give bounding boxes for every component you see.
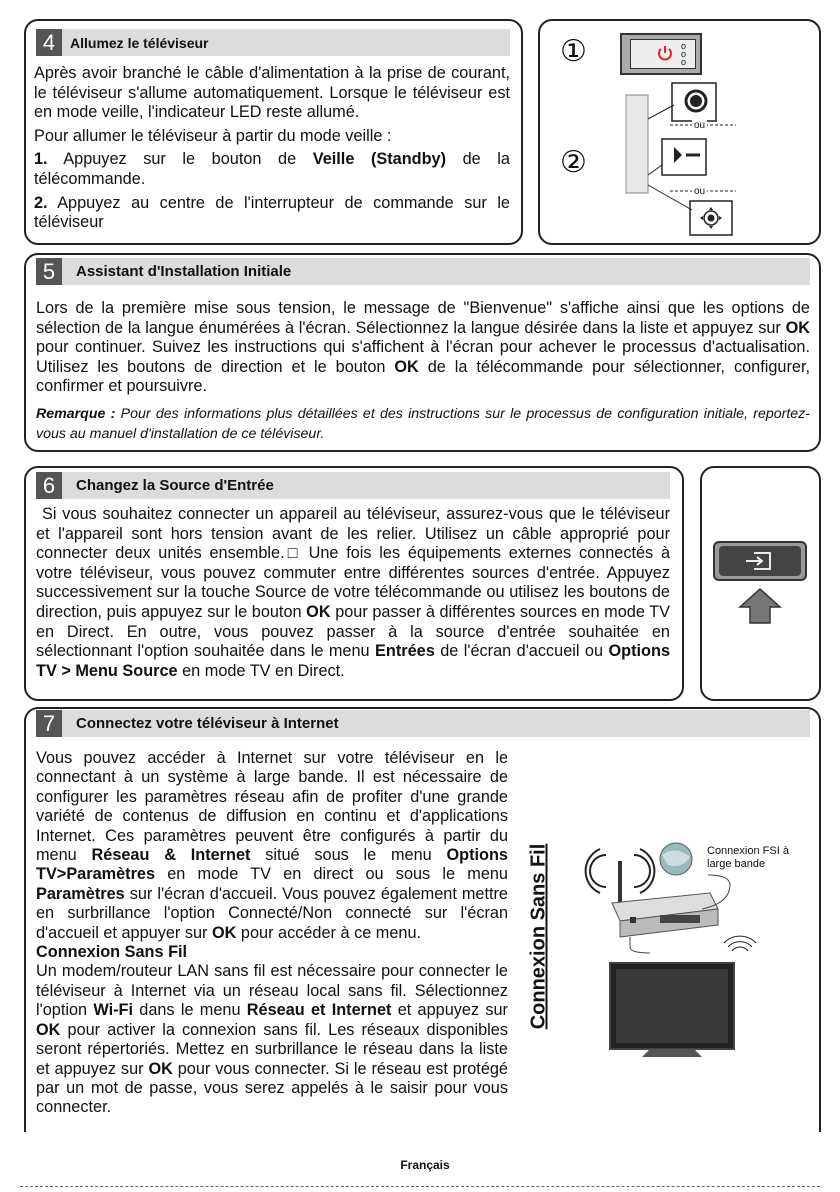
section-5-text bbox=[36, 299, 810, 444]
section-4-text bbox=[34, 64, 510, 233]
text: pour passer à différentes sources en mode TV en Direct. En outre, vous pouvez passer à la source d'entrée souhaitée en sélectionnant l'option souhaitée dans le menu bbox=[36, 602, 670, 661]
up-arrow-icon bbox=[738, 588, 782, 624]
vertical-label: Connexion Sans Fil bbox=[527, 843, 550, 1030]
led-dots-icon: o o o bbox=[681, 41, 687, 67]
paragraph bbox=[36, 299, 810, 397]
text: de la télécommande pour sélectionner, configurer, confirmer et poursuivre. bbox=[36, 357, 810, 396]
section-7-header bbox=[36, 710, 810, 737]
list-item bbox=[34, 150, 510, 189]
note-label: Remarque : bbox=[36, 405, 116, 422]
section-title: Assistant d'Installation Initiale bbox=[76, 263, 292, 280]
network-illustration bbox=[590, 835, 770, 1085]
subheading: Connexion Sans Fil bbox=[36, 943, 188, 962]
bold-text: OK bbox=[785, 318, 810, 337]
bold-text: OK bbox=[394, 357, 419, 376]
text: de la télécommande. bbox=[34, 150, 510, 188]
paragraph bbox=[36, 749, 508, 943]
text: pour continuer. Suivez les instructions qui s'affichent à l'écran pour achever le processus d'actualisation. Utilisez les boutons de direction et le bouton bbox=[36, 338, 810, 376]
bold-text: Entrées bbox=[375, 642, 435, 661]
text: pour accéder à ce menu. bbox=[236, 923, 422, 942]
section-number: 4 bbox=[36, 29, 62, 56]
isp-label: Connexion FSI à large bande bbox=[707, 845, 789, 870]
text: de l'écran d'accueil ou bbox=[434, 642, 609, 661]
section-number: 7 bbox=[36, 710, 62, 737]
section-title: Changez la Source d'Entrée bbox=[76, 477, 274, 494]
item-number: 1. bbox=[34, 150, 48, 169]
text: Appuyez au centre de l'interrupteur de commande sur le téléviseur bbox=[34, 193, 510, 232]
text: Si vous souhaitez connecter un appareil au téléviseur, assurez-vous que le téléviseur et l'appareil sont hors tension avant de les relier. Utilisez un câble approprié pour connecter deux unités ensemble.□ Une fois les équipements externes connectés à votre téléviseur, vous pouvez commuter entre différentes sources d'entrée. Appuyez successivement sur la touche Source de votre télécommande ou utilisez les boutons de direction, puis appuyez sur le bouton bbox=[36, 505, 670, 621]
bold-text: Wi-Fi bbox=[93, 1001, 133, 1020]
section-5-header bbox=[36, 258, 810, 285]
bold-text: Paramètres bbox=[36, 884, 125, 903]
or-label-1: ou bbox=[694, 120, 706, 131]
note-text: Pour des informations plus détaillées et des instructions sur le processus de configuration initiale, reportez-vous au manuel d'installation de ce téléviseur. bbox=[36, 405, 810, 442]
circle-number-1: ① bbox=[560, 34, 587, 69]
bold-text: Veille (Standby) bbox=[312, 150, 447, 169]
section-6-header bbox=[36, 472, 670, 499]
text: dans le menu bbox=[133, 1001, 247, 1020]
section-title: Connectez votre téléviseur à Internet bbox=[76, 715, 339, 732]
tv-side-illustration bbox=[620, 95, 740, 235]
bold-text: OK bbox=[36, 1020, 61, 1039]
text: en mode TV en Direct. bbox=[177, 661, 345, 680]
text: Appuyez sur le bouton de bbox=[47, 150, 313, 169]
item-number: 2. bbox=[34, 193, 48, 212]
text: pour vous connecter. Si le réseau est protégé par un mot de passe, vous serez appelés à le saisir pour vous connecter. bbox=[36, 1059, 508, 1117]
or-label-2: ou bbox=[694, 186, 706, 197]
text: et appuyez sur bbox=[391, 1001, 508, 1020]
section-7-text bbox=[36, 749, 508, 1118]
note bbox=[36, 404, 810, 444]
bold-text: Réseau & Internet bbox=[91, 846, 251, 865]
text: pour activer la connexion sans fil. Les réseaux disponibles seront répertoriés. Mettez en surbrillance le réseau dans la liste et appuyez sur bbox=[36, 1020, 508, 1078]
paragraph: Pour allumer le téléviseur à partir du mode veille : bbox=[34, 126, 392, 145]
bold-text: Options TV>Paramètres bbox=[36, 846, 508, 884]
section-number: 5 bbox=[36, 258, 62, 285]
bold-text: Réseau et Internet bbox=[246, 1001, 392, 1020]
bold-text: OK bbox=[306, 602, 331, 621]
paragraph: Après avoir branché le câble d'alimentation à la prise de courant, le téléviseur s'allume automatiquement. Lorsque le téléviseur est en mode veille, l'indicateur LED reste allumé. bbox=[34, 64, 510, 122]
section-6-text bbox=[36, 505, 670, 681]
source-icon bbox=[744, 552, 776, 570]
text: en mode TV en direct ou sous le menu bbox=[155, 865, 508, 884]
section-6-figure-box bbox=[700, 466, 821, 701]
list-item bbox=[34, 194, 510, 233]
paragraph bbox=[36, 962, 508, 1117]
section-number: 6 bbox=[36, 472, 62, 499]
section-4-header bbox=[36, 29, 510, 56]
text: Vous pouvez accéder à Internet sur votre téléviseur en le connectant à un système à large bande. Il est nécessaire de configurer les paramètres réseau afin de profiter d'une grande variété de contenus de diffusion en continu et d'applications Internet. Ces paramètres peuvent être configurés à partir du menu bbox=[36, 749, 508, 865]
circle-number-2: ② bbox=[560, 145, 587, 180]
bold-text: Options TV > Menu Source bbox=[36, 642, 670, 680]
bold-text: OK bbox=[148, 1059, 173, 1078]
text: sur l'écran d'accueil. Vous pouvez également mettre en surbrillance l'option Connecté/Non connecté sur l'écran d'accueil et appuyer sur bbox=[36, 884, 508, 942]
text: situé sous le menu bbox=[250, 846, 447, 865]
text: Lors de la première mise sous tension, le message de "Bienvenue" s'affiche ainsi que les options de sélection de la langue énumérées à l'écran. Sélectionnez la langue désirée dans la liste et appuyez sur bbox=[36, 299, 810, 337]
footer-dashed-line bbox=[20, 1186, 820, 1187]
section-title: Allumez le téléviseur bbox=[70, 34, 209, 51]
text: Un modem/routeur LAN sans fil est nécessaire pour connecter le téléviseur à Internet via un réseau local sans fil. Sélectionnez l'option bbox=[36, 962, 508, 1020]
footer-language: Français bbox=[400, 1158, 450, 1172]
bold-text: OK bbox=[211, 923, 237, 942]
power-icon bbox=[656, 45, 674, 63]
paragraph bbox=[36, 505, 670, 681]
